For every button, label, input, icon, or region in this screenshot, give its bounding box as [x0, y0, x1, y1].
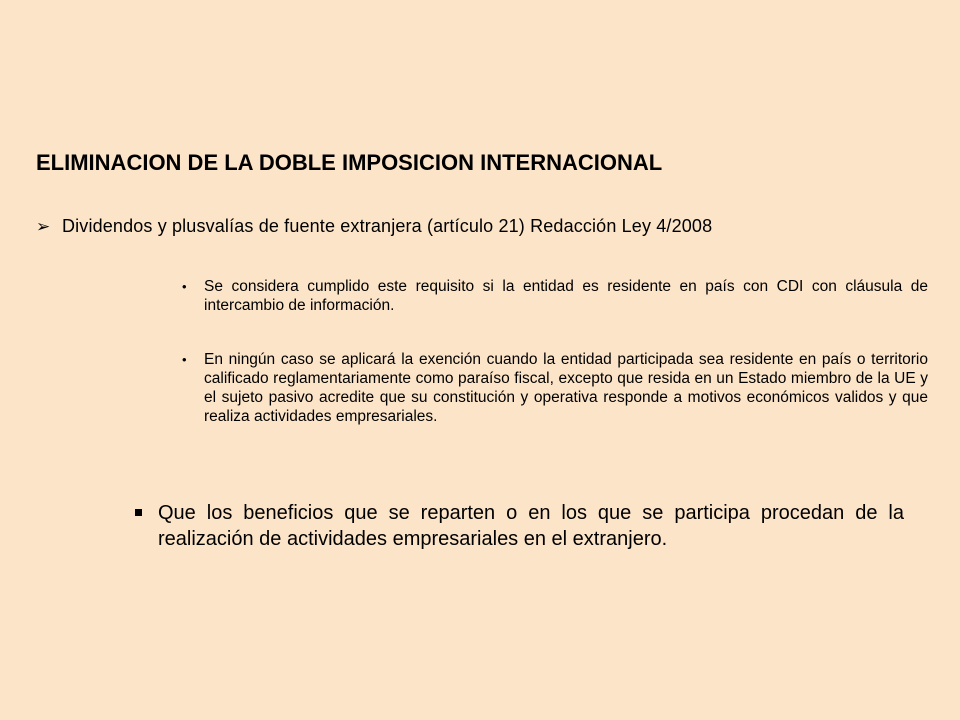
final-bullet-item [134, 500, 904, 552]
sub-bullet-item [182, 277, 928, 315]
dot-bullet-icon: • [182, 279, 187, 294]
arrow-bullet-icon: ➢ [36, 217, 51, 236]
slide-title: ELIMINACION DE LA DOBLE IMPOSICION INTERNACIONAL [36, 150, 663, 175]
main-bullet-text: Dividendos y plusvalías de fuente extranjera (artículo 21) Redacción Ley 4/2008 [62, 216, 713, 236]
dot-bullet-icon: • [182, 352, 187, 367]
square-bullet-icon [134, 500, 158, 552]
sub-bullet-text: Se considera cumplido este requisito si la entidad es residente en país con CDI con cláusula de intercambio de información. [204, 278, 928, 314]
final-bullet-text: Que los beneficios que se reparten o en los que se participa procedan de la realización de actividades empresariales en el extranjero. [158, 502, 904, 550]
main-bullet-item [36, 216, 936, 237]
sub-bullet-item [182, 350, 928, 426]
sub-bullet-text: En ningún caso se aplicará la exención cuando la entidad participada sea residente en país o territorio calificado reglamentariamente como paraíso fiscal, excepto que resida en un Estado miembro de la UE y el sujeto pasivo acredite que su constitución y operativa responde a motivos económicos validos y que realiza actividades empresariales. [204, 351, 928, 425]
